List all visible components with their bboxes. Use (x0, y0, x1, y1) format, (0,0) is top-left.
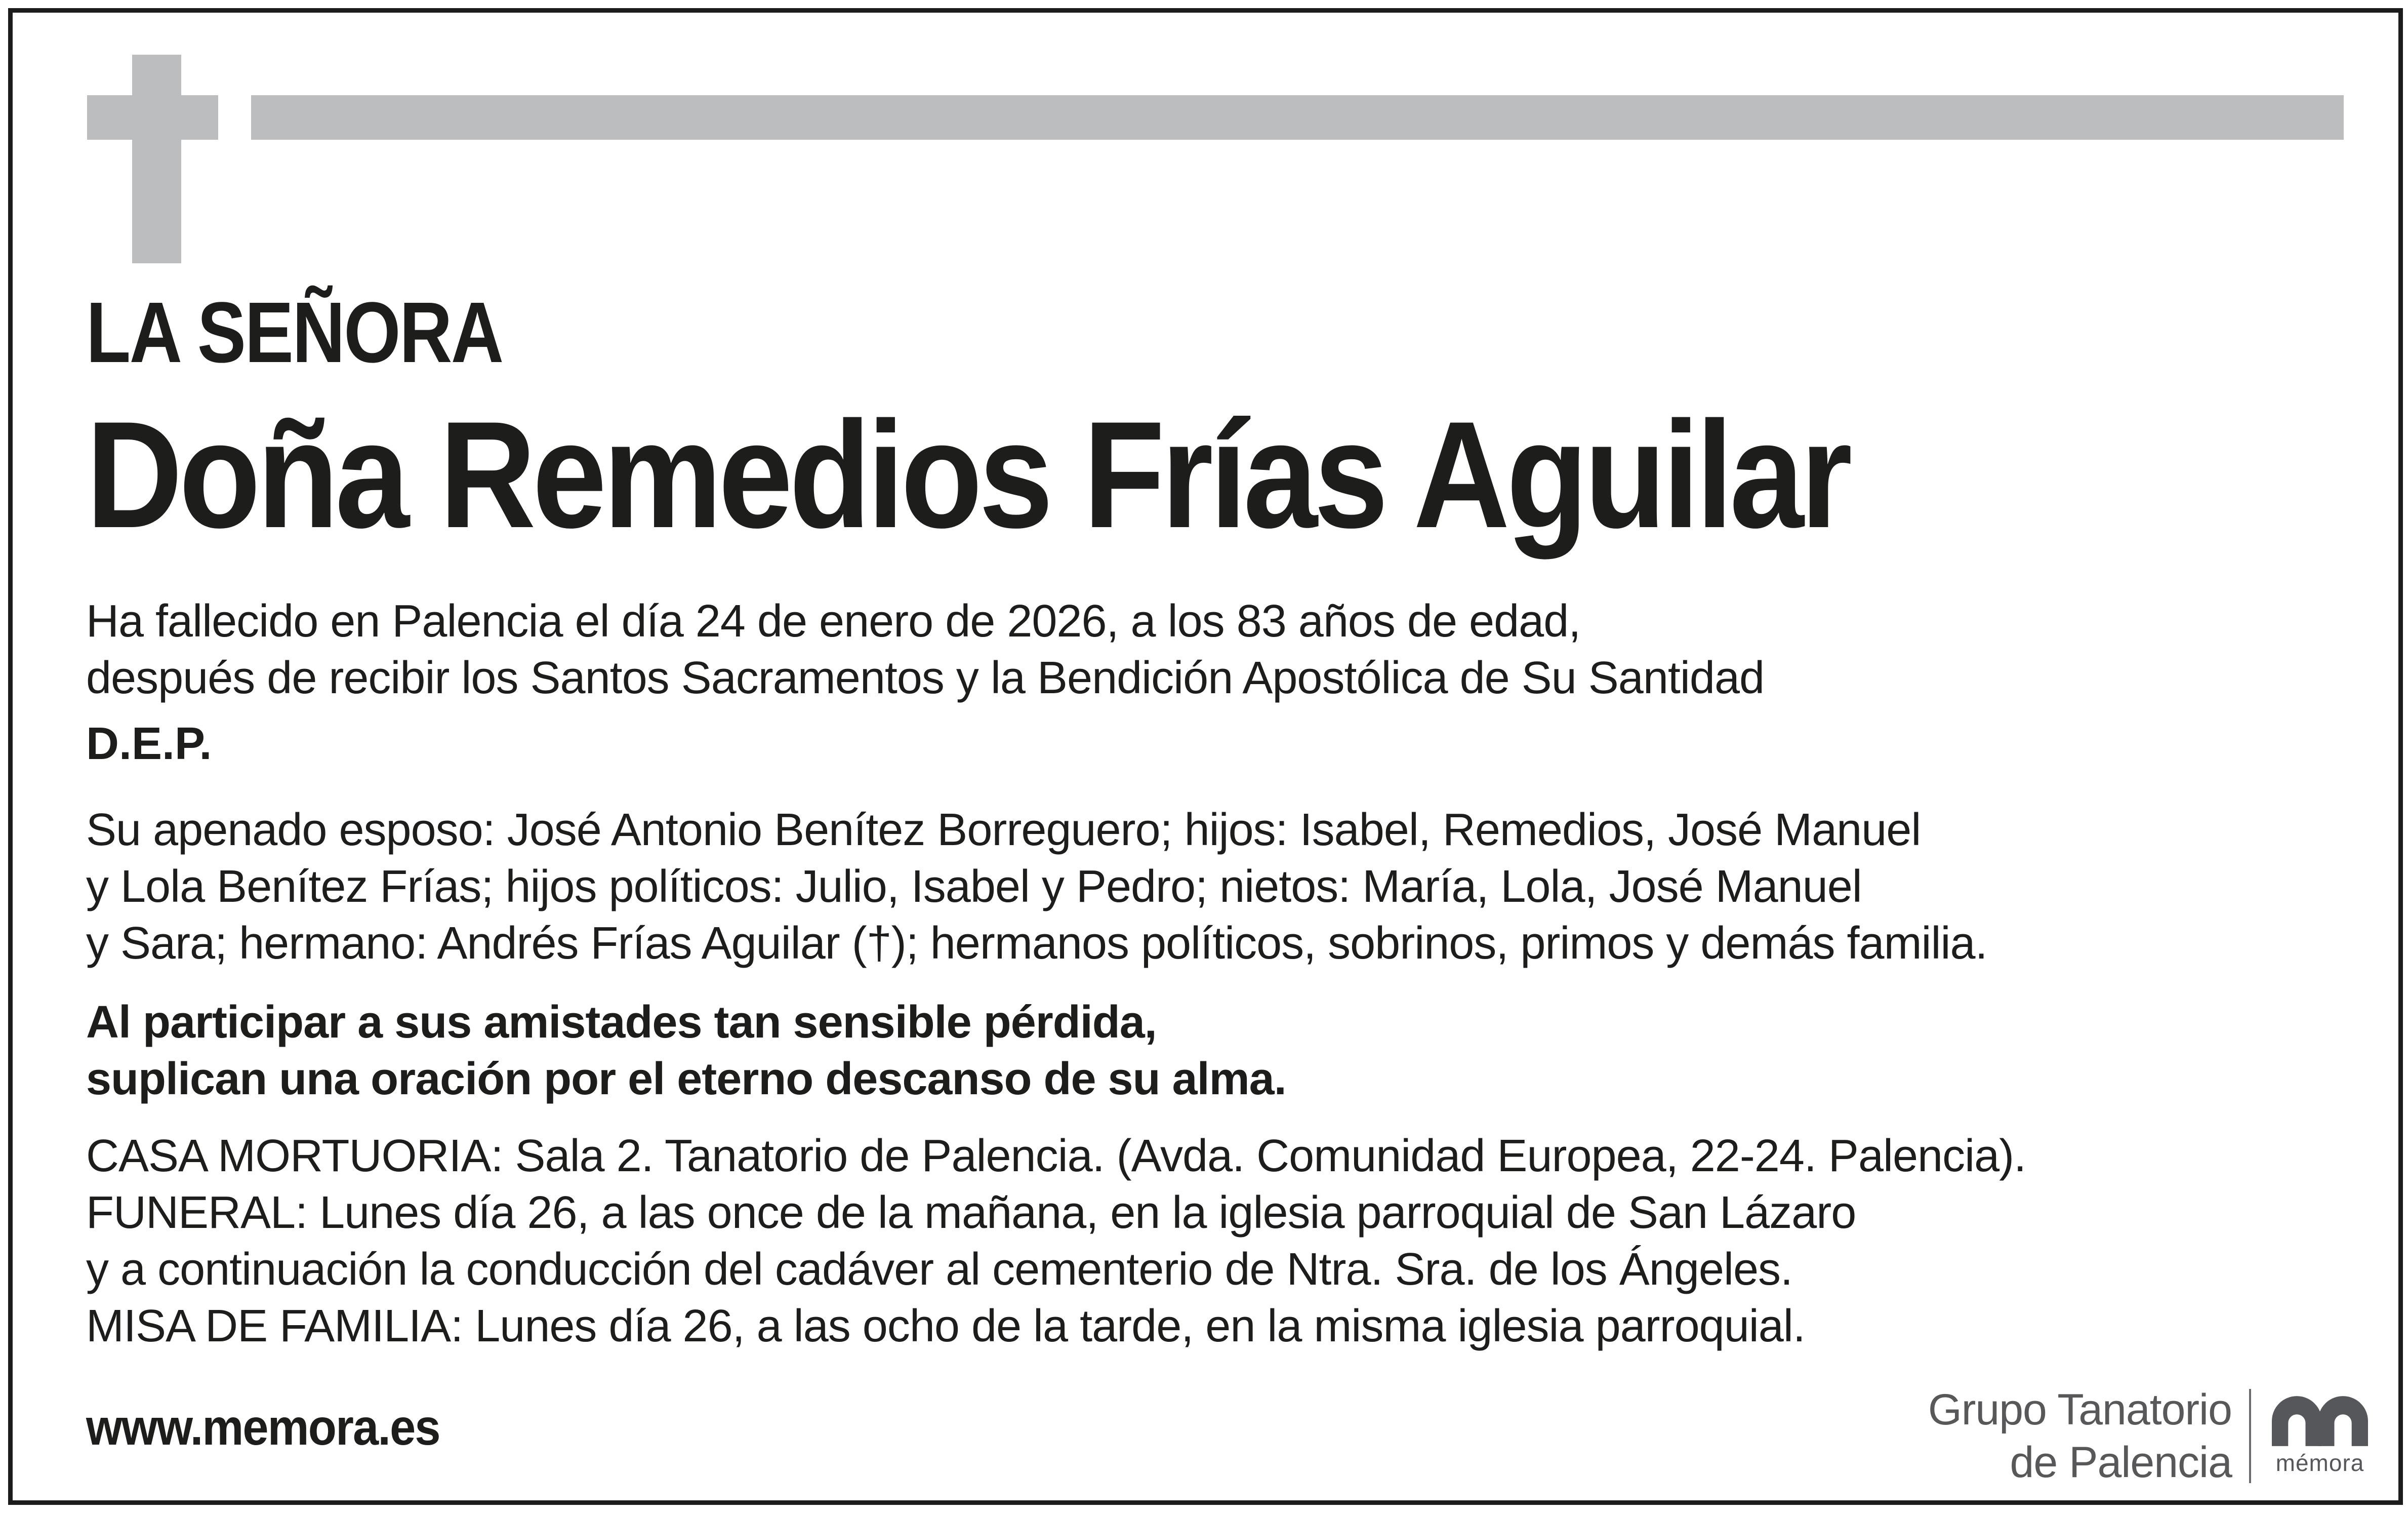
funeral-home-branding (1928, 1383, 2371, 1489)
cross-icon (87, 55, 219, 263)
header-rule-bar (251, 95, 2344, 140)
funeral-home-name (1928, 1383, 2232, 1489)
memora-website-url: www.memora.es (86, 1399, 440, 1456)
burial-line: y a continuación la conducción del cadáver al cementerio de Ntra. Sra. de los Ángeles. (86, 1244, 1793, 1295)
condolence-plea (86, 994, 2344, 1107)
cross-vertical-arm (132, 55, 181, 263)
death-announcement (86, 593, 2344, 706)
death-line: Ha fallecido en Palencia el día 24 de enero de 2026, a los 83 años de edad, (86, 595, 1581, 647)
memora-m-icon (2272, 1396, 2368, 1446)
funeral-line: FUNERAL: Lunes día 26, a las once de la mañana, en la iglesia parroquial de San Lázaro (86, 1187, 1856, 1238)
notice-content (86, 0, 2344, 1513)
plea-line: suplican una oración por el eterno descanso de su alma. (86, 1053, 1286, 1104)
notice-header (86, 55, 2344, 263)
deceased-name: Doña Remedios Frías Aguilar (86, 389, 1849, 560)
family-mass-line: MISA DE FAMILIA: Lunes día 26, a las ocho de la tarde, en la misma iglesia parroquial. (86, 1300, 1805, 1351)
footer-divider (2249, 1389, 2251, 1483)
family-line: y Lola Benítez Frías; hijos políticos: Julio, Isabel y Pedro; nietos: María, Lola, José Manuel (86, 861, 1862, 912)
mortuary-line: CASA MORTUORIA: Sala 2. Tanatorio de Palencia. (Avda. Comunidad Europea, 22-24. Palencia). (86, 1130, 2026, 1181)
family-line: y Sara; hermano: Andrés Frías Aguilar (†); hermanos políticos, sobrinos, primos y demás familia. (86, 918, 1987, 969)
service-details (86, 1128, 2344, 1355)
memora-logo (2269, 1396, 2371, 1477)
family-line: Su apenado esposo: José Antonio Benítez Borreguero; hijos: Isabel, Remedios, José Manuel (86, 804, 1921, 855)
deceased-title-prefix: LA SEÑORA (86, 285, 503, 381)
family-list (86, 802, 2344, 972)
dep-abbreviation: D.E.P. (86, 718, 212, 769)
funeral-home-name-line2: de Palencia (2010, 1438, 2232, 1487)
funeral-home-name-line1: Grupo Tanatorio (1928, 1385, 2232, 1434)
cross-horizontal-arm (87, 95, 218, 140)
plea-line: Al participar a sus amistades tan sensible pérdida, (86, 997, 1157, 1048)
memora-logo-wordmark: mémora (2275, 1449, 2364, 1476)
death-line: después de recibir los Santos Sacramentos y la Bendición Apostólica de Su Santidad (86, 652, 1765, 703)
